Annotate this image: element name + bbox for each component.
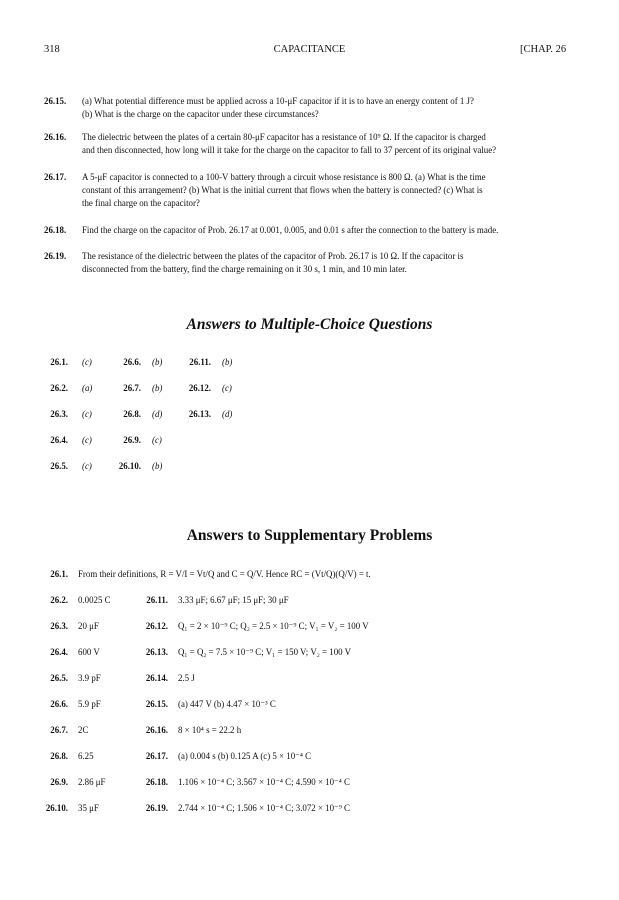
- mcq-answer: (c): [82, 409, 92, 419]
- page-number: 318: [44, 44, 60, 55]
- mcq-answer: (d): [222, 409, 233, 419]
- problem-item: [44, 250, 576, 276]
- supp-number: 26.6.: [50, 699, 68, 709]
- supp-number: 26.19.: [145, 803, 168, 813]
- supp-answer: Q₁ = 2 × 10⁻⁹ C; Q₂ = 2.5 × 10⁻⁹ C; V₁ = V₂ = 100 V: [178, 621, 369, 631]
- mcq-number: 26.1.: [50, 357, 68, 367]
- supp-number: 26.1.: [50, 569, 68, 579]
- problem-item: [44, 95, 576, 121]
- problem-number: 26.17.: [44, 172, 67, 182]
- mcq-answer: (c): [82, 461, 92, 471]
- mcq-number: 26.4.: [50, 435, 68, 445]
- problem-number: 26.15.: [44, 96, 67, 106]
- mcq-number: 26.3.: [50, 409, 68, 419]
- supp-number: 26.17.: [145, 751, 168, 761]
- supp-number: 26.3.: [50, 621, 68, 631]
- mcq-number: 26.12.: [188, 383, 211, 393]
- supp-number: 26.12.: [145, 621, 168, 631]
- mcq-answer: (c): [82, 357, 92, 367]
- problem-text-line: Find the charge on the capacitor of Prob. 26.17 at 0.001, 0.005, and 0.01 s after the connection to the battery is made.: [82, 225, 499, 235]
- mcq-number: 26.11.: [189, 357, 211, 367]
- supp-answer: 0.0025 C: [78, 595, 111, 605]
- supp-answer: 2.5 J: [178, 673, 195, 683]
- mcq-answer: (c): [152, 435, 162, 445]
- supp-number: 26.4.: [50, 647, 68, 657]
- problem-number: 26.16.: [44, 132, 67, 142]
- problem-text-line: disconnected from the battery, find the charge remaining on it 30 s, 1 min, and 10 min later.: [82, 264, 407, 274]
- supp-answer: 1.106 × 10⁻⁴ C; 3.567 × 10⁻⁴ C; 4.590 × 10⁻⁴ C: [178, 777, 350, 787]
- supp-number: 26.14.: [145, 673, 168, 683]
- mcq-number: 26.2.: [50, 383, 68, 393]
- supp-answer: 35 μF: [78, 803, 99, 813]
- supp-answer: (a) 0.004 s (b) 0.125 A (c) 5 × 10⁻⁴ C: [178, 751, 312, 761]
- supp-number: 26.7.: [50, 725, 68, 735]
- mcq-answer: (c): [82, 435, 92, 445]
- problem-text: [82, 95, 576, 121]
- supp-answer: Q₁ = Q₂ = 7.5 × 10⁻⁹ C; V₁ = 150 V; V₂ = 100 V: [178, 647, 352, 657]
- problem-text: [82, 171, 576, 210]
- chapter-label: [CHAP. 26: [520, 44, 567, 55]
- supp-answer: 3.9 pF: [78, 673, 101, 683]
- supp-number: 26.2.: [50, 595, 68, 605]
- supp-number: 26.10.: [45, 803, 68, 813]
- supp-answer: 6.25: [78, 751, 94, 761]
- problem-text-line: the final charge on the capacitor?: [82, 198, 200, 208]
- problem-text-line: and then disconnected, how long will it take for the charge on the capacitor to fall to 37 percent of its original value?: [82, 145, 497, 155]
- problem-text-line: A 5-μF capacitor is connected to a 100-V battery through a circuit whose resistance is 800 Ω. (a) What is the time: [82, 172, 486, 182]
- mcq-answer: (c): [222, 383, 232, 393]
- supp-answer: 600 V: [78, 647, 100, 657]
- mcq-answer: (b): [152, 383, 163, 393]
- problem-item: [44, 171, 576, 210]
- problem-text-line: The dielectric between the plates of a certain 80-μF capacitor has a resistance of 10⁹ Ω. If the capacitor is charged: [82, 132, 486, 142]
- mcq-answer: (a): [82, 383, 93, 393]
- supp-number: 26.16.: [145, 725, 168, 735]
- problem-text-line: The resistance of the dielectric between the plates of the capacitor of Prob. 26.17 is 10 Ω. If the capacitor is: [82, 251, 464, 261]
- mcq-number: 26.5.: [50, 461, 68, 471]
- supp-answer: 5.9 pF: [78, 699, 101, 709]
- running-title: CAPACITANCE: [273, 44, 346, 55]
- problem-text: [82, 250, 576, 276]
- mcq-number: 26.8.: [123, 409, 141, 419]
- supp-answer: 2C: [78, 725, 89, 735]
- mcq-answers-title: Answers to Multiple-Choice Questions: [186, 316, 433, 333]
- supp-number: 26.13.: [145, 647, 168, 657]
- supp-answer: (a) 447 V (b) 4.47 × 10⁻³ C: [178, 699, 276, 709]
- mcq-number: 26.10.: [118, 461, 141, 471]
- problem-number: 26.19.: [44, 251, 67, 261]
- supp-number: 26.11.: [146, 595, 168, 605]
- mcq-number: 26.9.: [123, 435, 141, 445]
- problem-text: [82, 131, 576, 157]
- problem-text: [82, 224, 576, 237]
- mcq-number: 26.13.: [188, 409, 211, 419]
- problem-text-line: constant of this arrangement? (b) What is the initial current that flows when the battery is connected? (c) What is: [82, 185, 483, 195]
- supp-answer: 2.744 × 10⁻⁴ C; 1.506 × 10⁻⁴ C; 3.072 × 10⁻⁹ C: [178, 803, 350, 813]
- supp-answer: 20 μF: [78, 621, 99, 631]
- problem-item: [44, 224, 576, 237]
- mcq-number: 26.6.: [123, 357, 141, 367]
- supp-number: 26.8.: [50, 751, 68, 761]
- mcq-answer: (b): [152, 461, 163, 471]
- problem-item: [44, 131, 576, 157]
- supp-answer: 8 × 10⁴ s = 22.2 h: [178, 725, 242, 735]
- supp-number: 26.18.: [145, 777, 168, 787]
- supp-number: 26.5.: [50, 673, 68, 683]
- supplementary-answers-title: Answers to Supplementary Problems: [186, 527, 433, 544]
- supp-answer: 2.86 μF: [78, 777, 106, 787]
- mcq-answer: (b): [152, 357, 163, 367]
- mcq-answer: (b): [222, 357, 233, 367]
- problem-text-line: (a) What potential difference must be applied across a 10-μF capacitor if it is to have an energy content of 1 J?: [82, 96, 474, 106]
- supp-answer: From their definitions, R = V/I = Vt/Q and C = Q/V. Hence RC = (Vt/Q)(Q/V) = t.: [78, 569, 371, 579]
- problem-number: 26.18.: [44, 225, 67, 235]
- problem-text-line: (b) What is the charge on the capacitor under these circumstances?: [82, 109, 319, 119]
- mcq-answer: (d): [152, 409, 163, 419]
- supp-answer: 3.33 μF; 6.67 μF; 15 μF; 30 μF: [178, 595, 289, 605]
- supp-number: 26.15.: [145, 699, 168, 709]
- supp-number: 26.9.: [50, 777, 68, 787]
- mcq-number: 26.7.: [123, 383, 141, 393]
